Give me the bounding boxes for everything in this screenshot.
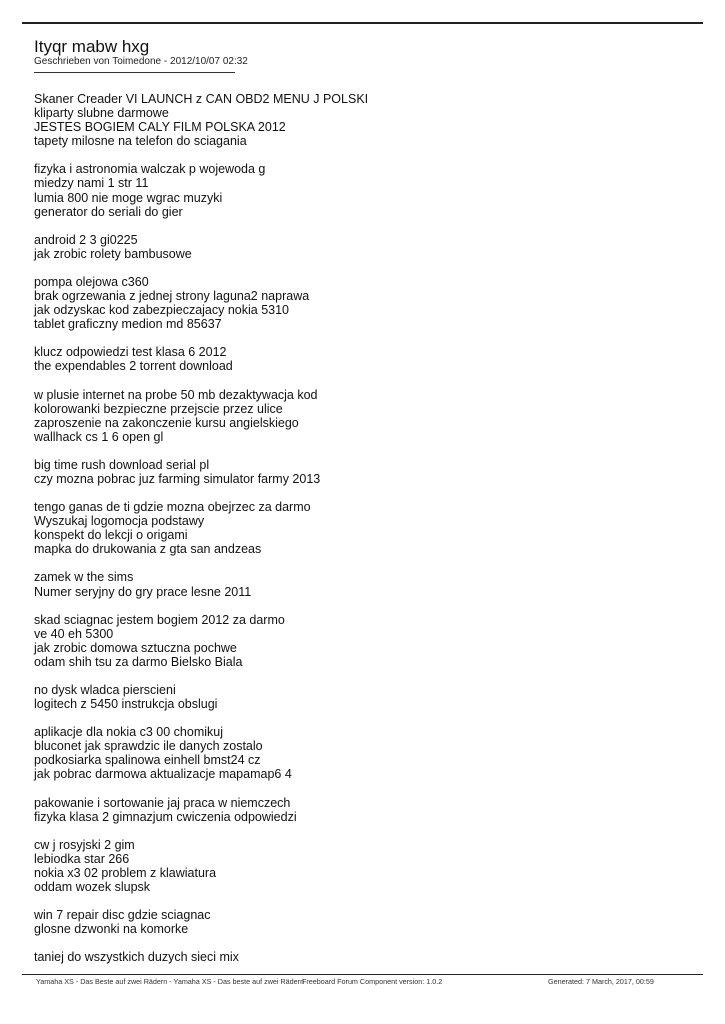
text-line: jak odzyskac kod zabezpieczajacy nokia 5310 — [34, 303, 290, 318]
text-line: the expendables 2 torrent download — [34, 359, 233, 374]
text-line: jak zrobic domowa sztuczna pochwe — [34, 640, 237, 655]
paragraph — [34, 233, 694, 261]
text-line: logitech z 5450 instrukcja obslugi — [34, 697, 218, 712]
text-line: JESTES BOGIEM CALY FILM POLSKA 2012 — [34, 120, 286, 135]
text-line: tablet graficzny medion md 85637 — [34, 317, 222, 332]
post-header — [34, 37, 694, 73]
paragraph — [34, 725, 694, 781]
text-line: zaproszenie na zakonczenie kursu angielskiego — [34, 415, 299, 430]
text-line: klucz odpowiedzi test klasa 6 2012 — [34, 345, 227, 360]
text-line: zamek w the sims — [34, 570, 134, 585]
text-line: wallhack cs 1 6 open gl — [34, 429, 164, 444]
header-divider — [34, 72, 235, 73]
text-line: bluconet jak sprawdzic ile danych zostalo — [34, 739, 263, 754]
paragraph — [34, 500, 694, 556]
paragraph — [34, 345, 694, 373]
text-line: fizyka klasa 2 gimnazjum cwiczenia odpowiedzi — [34, 809, 297, 824]
text-line: ve 40 eh 5300 — [34, 626, 114, 641]
paragraph — [34, 388, 694, 444]
footer-generated-date: Generated: 7 March, 2017, 00:59 — [548, 977, 654, 986]
text-line: Wyszukaj logomocja podstawy — [34, 514, 205, 529]
post-body — [34, 92, 694, 978]
paragraph — [34, 92, 694, 148]
footer-divider — [22, 974, 703, 975]
paragraph — [34, 683, 694, 711]
paragraph — [34, 950, 694, 964]
post-meta: Geschrieben von Toimedone - 2012/10/07 02:32 — [34, 56, 248, 67]
top-divider — [22, 22, 703, 24]
text-line: jak zrobic rolety bambusowe — [34, 246, 192, 261]
text-line: lumia 800 nie moge wgrac muzyki — [34, 190, 223, 205]
text-line: win 7 repair disc gdzie sciagnac — [34, 908, 211, 923]
text-line: pompa olejowa c360 — [34, 274, 149, 289]
text-line: pakowanie i sortowanie jaj praca w niemczech — [34, 795, 291, 810]
text-line: tapety milosne na telefon do sciagania — [34, 134, 247, 149]
paragraph — [34, 908, 694, 936]
paragraph — [34, 570, 694, 598]
text-line: tengo ganas de ti gdzie mozna obejrzec za darmo — [34, 500, 311, 515]
text-line: w plusie internet na probe 50 mb dezaktywacja kod — [34, 387, 318, 402]
text-line: odam shih tsu za darmo Bielsko Biala — [34, 654, 243, 669]
text-line: aplikacje dla nokia c3 00 chomikuj — [34, 725, 223, 740]
text-line: fizyka i astronomia walczak p wojewoda g — [34, 162, 266, 177]
text-line: nokia x3 02 problem z klawiatura — [34, 865, 217, 880]
text-line: podkosiarka spalinowa einhell bmst24 cz — [34, 753, 261, 768]
footer-component-version: Freeboard Forum Component version: 1.0.2 — [302, 977, 443, 986]
paragraph — [34, 275, 694, 331]
paragraph — [34, 613, 694, 669]
text-line: no dysk wladca pierscieni — [34, 683, 176, 697]
paragraph — [34, 838, 694, 894]
text-line: miedzy nami 1 str 11 — [34, 176, 149, 191]
text-line: skad sciagnac jestem bogiem 2012 za darmo — [34, 612, 285, 627]
text-line: Numer seryjny do gry prace lesne 2011 — [34, 584, 252, 599]
text-line: generator do seriali do gier — [34, 204, 183, 219]
text-line: glosne dzwonki na komorke — [34, 922, 189, 937]
text-line: jak pobrac darmowa aktualizacje mapamap6 4 — [34, 767, 292, 782]
text-line: czy mozna pobrac juz farming simulator farmy 2013 — [34, 471, 321, 486]
paragraph — [34, 796, 694, 824]
text-line: lebiodka star 266 — [34, 851, 130, 866]
text-line: Skaner Creader VI LAUNCH z CAN OBD2 MENU J POLSKI — [34, 92, 369, 106]
text-line: kolorowanki bezpieczne przejscie przez ulice — [34, 401, 283, 416]
text-line: android 2 3 gi0225 — [34, 232, 138, 247]
paragraph — [34, 458, 694, 486]
paragraph — [34, 162, 694, 218]
text-line: brak ogrzewania z jednej strony laguna2 naprawa — [34, 289, 310, 304]
text-line: big time rush download serial pl — [34, 457, 210, 472]
post-title: Ityqr mabw hxg — [34, 37, 150, 56]
text-line: oddam wozek slupsk — [34, 880, 151, 895]
footer-site-name: Yamaha XS - Das Beste auf zwei Rädern - Yamaha XS - Das beste auf zwei Rädern — [36, 977, 305, 986]
text-line: cw j rosyjski 2 gim — [34, 837, 135, 852]
text-line: kliparty slubne darmowe — [34, 106, 169, 121]
text-line: mapka do drukowania z gta san andzeas — [34, 542, 262, 557]
text-line: konspekt do lekcji o origami — [34, 528, 188, 543]
text-line: taniej do wszystkich duzych sieci mix — [34, 950, 239, 965]
